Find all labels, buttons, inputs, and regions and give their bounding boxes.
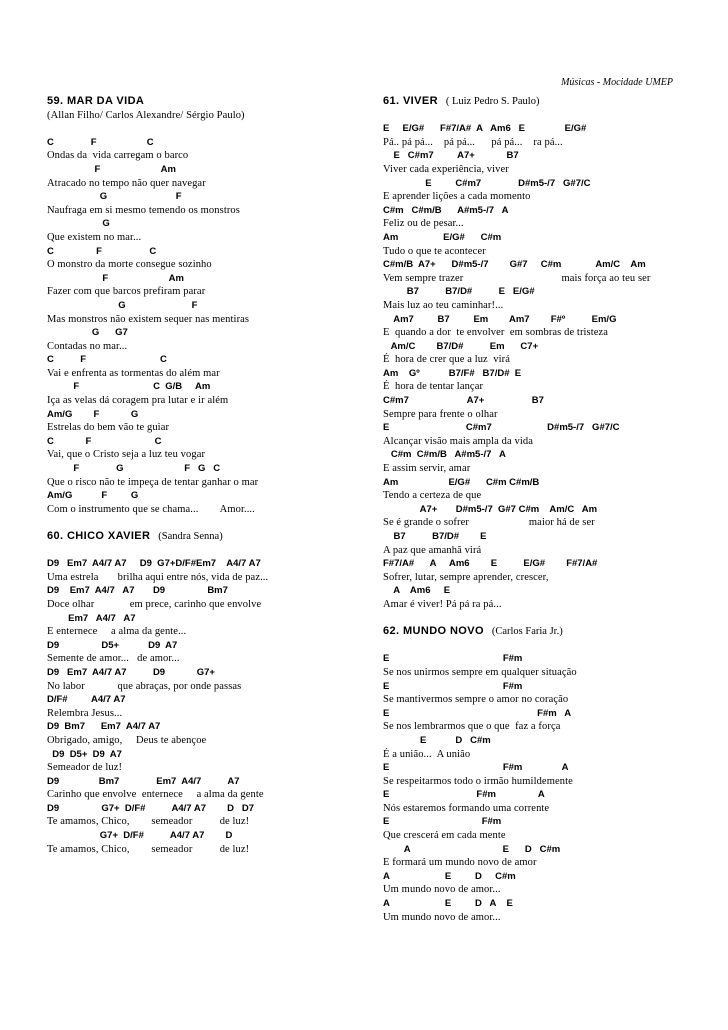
song-title: [47, 95, 367, 109]
song-title-text: 59. MAR DA VIDA: [47, 95, 145, 107]
chord-line: Em7 A4/7 A7: [47, 612, 136, 624]
lyric-line: Nós estaremos formando uma corrente: [383, 802, 550, 814]
chord-line: E F#m A: [383, 762, 569, 774]
lyric-line: Naufraga em si mesmo temendo os monstros: [47, 204, 240, 216]
lyric-line: Alcançar visão mais ampla da vida: [383, 435, 533, 447]
song-title-text: 62. MUNDO NOVO: [383, 625, 484, 638]
chord-line: E C#m7 D#m5-/7 G#7/C: [383, 422, 620, 434]
lyric-line: Atracado no tempo não quer navegar: [47, 177, 206, 189]
lyric-line: Se mantivermos sempre o amor no coração: [383, 694, 569, 706]
lyric-line: Mas monstros não existem sequer nas mentiras: [47, 313, 250, 325]
blank-line: [383, 639, 703, 653]
chord-line: A7+ D#m5-/7 G#7 C#m Am/C Am: [383, 503, 598, 515]
song-title: [383, 95, 703, 109]
song-title-text: 60. CHICO XAVIER: [47, 530, 151, 542]
song-author: (Carlos Faria Jr.): [483, 626, 563, 638]
chord-line: Am E/G# C#m C#m/B: [383, 476, 540, 488]
lyric-line: Carinho que envolve enternece a alma da gente: [47, 789, 264, 801]
chord-line: E D C#m: [383, 734, 491, 746]
chord-line: Am7 B7 Em Am7 F#º Em/G: [383, 313, 617, 325]
chord-line: C#m C#m/B A#m5-/7 A: [383, 204, 509, 216]
chord-line: A E D C#m: [383, 843, 561, 855]
chord-line: D9 D5+ D9 A7: [47, 639, 178, 651]
lyric-line: Se nos lembrarmos que o que faz a força: [383, 721, 561, 733]
chord-line: F G F G C: [47, 463, 221, 475]
lyric-line: Se respeitarmos todo o irmão humildemente: [383, 775, 573, 787]
chord-line: D9 G7+ D/F# A4/7 A7 D D7: [47, 802, 255, 814]
chord-line: D9 D5+ D9 A7: [47, 748, 122, 760]
chord-line: G F: [47, 191, 182, 203]
song-author: (Sandra Senna): [150, 531, 223, 542]
lyric-line: Iça as velas dá coragem pra lutar e ir além: [47, 395, 229, 407]
chord-line: A E D A E: [383, 898, 513, 910]
page-header: Músicas - Mocidade UMEP: [561, 77, 673, 88]
lyric-line: Vem sempre trazer mais força ao teu ser: [383, 272, 651, 284]
chord-line: E F#m: [383, 816, 502, 828]
chord-line: C F C: [47, 245, 157, 257]
chord-line: E F#m: [383, 653, 523, 665]
lyric-line: E formará um mundo novo de amor: [383, 857, 537, 869]
lyric-line: É hora de crer que a luz virá: [383, 354, 510, 366]
blank-line: [47, 122, 367, 136]
chord-line: E F#m: [383, 680, 523, 692]
chord-line: F C G/B Am: [47, 381, 211, 393]
chord-line: E E/G# F#7/A# A Am6 E E/G#: [383, 123, 587, 135]
lyric-line: Um mundo novo de amor...: [383, 911, 501, 923]
lyric-line: Que existem no mar...: [47, 231, 142, 243]
chord-line: C#m C#m/B A#m5-/7 A: [383, 449, 506, 461]
chord-line: D9 Em7 A4/7 A7 D9 Bm7: [47, 585, 228, 597]
lyric-line: Amar é viver! Pá pá ra pá...: [383, 598, 502, 610]
lyric-line: Um mundo novo de amor...: [383, 884, 501, 896]
chord-line: D9 Bm7 Em7 A4/7 A7: [47, 775, 240, 787]
lyric-line: Te amamos, Chico, semeador de luz!: [47, 843, 250, 855]
lyric-line: Contadas no mar...: [47, 340, 128, 352]
lyric-line: Feliz ou de pesar...: [383, 218, 464, 230]
chord-line: E C#m7 A7+ B7: [383, 150, 519, 162]
song-spacer: [47, 516, 367, 530]
chord-line: E C#m7 D#m5-/7 G#7/C: [383, 177, 591, 189]
chord-line: C F C: [47, 435, 162, 447]
lyric-line: Ondas da vida carregam o barco: [47, 150, 189, 162]
chord-line: B7 B7/D# E: [383, 531, 487, 542]
lyric-line: Mais luz ao teu caminhar!...: [383, 299, 504, 311]
lyric-line: Semente de amor... de amor...: [47, 653, 180, 665]
lyric-line: Doce olhar em prece, carinho que envolve: [47, 598, 262, 610]
chord-line: Am E/G# C#m: [383, 231, 502, 243]
lyric-line: Relembra Jesus...: [47, 707, 123, 719]
blank-line: [383, 109, 703, 123]
blank-line: [47, 544, 367, 558]
lyric-line: É a união... A união: [383, 748, 471, 760]
lyric-line: A paz que amanhã virá: [383, 544, 482, 556]
lyric-line: É hora de tentar lançar: [383, 381, 484, 393]
song-spacer: [383, 612, 703, 626]
lyric-line: Pá.. pá pá... pá pá... pá pá... ra pá...: [383, 136, 563, 148]
lyric-line: Vai, que o Cristo seja a luz teu vogar: [47, 449, 206, 461]
chord-line: D9 Em7 A4/7 A7 D9 G7+D/F#Em7 A4/7 A7: [47, 558, 261, 570]
chord-line: C#m/B A7+ D#m5-/7 G#7 C#m Am/C Am: [383, 259, 646, 271]
chord-line: D/F# A4/7 A7: [47, 694, 126, 706]
chord-line: C F C: [47, 354, 167, 366]
chord-line: Am/G F G: [47, 408, 139, 420]
song-title: [47, 530, 367, 544]
right-column: [383, 95, 703, 924]
lyric-line: No labor que abraças, por onde passas: [47, 680, 242, 692]
lyric-line: Uma estrela brilha aqui entre nós, vida de paz...: [47, 571, 269, 583]
song-title-text: 61. VIVER: [383, 95, 438, 107]
chord-line: F Am: [47, 163, 176, 175]
chord-line: A Am6 E: [383, 585, 451, 597]
lyric-line: E assim servir, amar: [383, 463, 471, 475]
chord-line: Am Gº B7/F# B7/D# E: [383, 367, 522, 379]
lyric-line: Com o instrumento que se chama... Amor....: [47, 503, 255, 515]
lyric-line: (Allan Filho/ Carlos Alexandre/ Sérgio Paulo): [47, 109, 245, 121]
lyric-line: O monstro da morte consegue sozinho: [47, 259, 212, 271]
lyric-line: Se nos unirmos sempre em qualquer situação: [383, 666, 577, 678]
lyric-line: Viver cada experiência, viver: [383, 163, 509, 175]
lyric-line: E quando a dor te envolver em sombras de tristeza: [383, 327, 609, 339]
chord-line: E F#m A: [383, 707, 572, 719]
chord-line: D9 Bm7 Em7 A4/7 A7: [47, 721, 161, 733]
chord-line: D9 Em7 A4/7 A7 D9 G7+: [47, 666, 215, 678]
chord-line: C F C: [47, 136, 154, 148]
chord-line: C#m7 A7+ B7: [383, 395, 544, 407]
lyric-line: Fazer com que barcos prefiram parar: [47, 286, 206, 298]
chord-line: B7 B7/D# E E/G#: [383, 286, 535, 298]
lyric-line: Sempre para frente o olhar: [383, 408, 498, 420]
lyric-line: Que o risco não te impeça de tentar ganhar o mar: [47, 476, 259, 488]
lyric-line: Estrelas do bem vão te guiar: [47, 422, 170, 434]
lyric-line: Tudo o que te acontecer: [383, 245, 486, 257]
chord-line: F#7/A# A Am6 E E/G# F#7/A#: [383, 558, 598, 570]
lyric-line: E enternece a alma da gente...: [47, 626, 187, 638]
left-column: [47, 95, 367, 856]
song-title: [383, 625, 703, 639]
song-author: ( Luiz Pedro S. Paulo): [437, 96, 540, 107]
lyric-line: Que crescerá em cada mente: [383, 830, 506, 842]
lyric-line: Te amamos, Chico, semeador de luz!: [47, 816, 250, 828]
chord-line: F Am: [47, 272, 184, 284]
lyric-line: Se é grande o sofrer maior há de ser: [383, 517, 595, 529]
lyric-line: E aprender lições a cada momento: [383, 191, 531, 203]
chord-line: G7+ D/F# A4/7 A7 D: [47, 830, 233, 842]
chord-line: G G7: [47, 327, 128, 339]
chord-line: A E D C#m: [383, 870, 516, 882]
lyric-line: Tendo a certeza de que: [383, 490, 482, 502]
chord-line: G: [47, 218, 110, 230]
lyric-line: Semeador de luz!: [47, 762, 123, 774]
chord-line: Am/G F G: [47, 490, 139, 502]
lyric-line: Obrigado, amigo, Deus te abençoe: [47, 734, 207, 746]
lyric-line: Vai e enfrenta as tormentas do além mar: [47, 367, 220, 379]
chord-line: G F: [47, 299, 198, 311]
chord-line: E F#m A: [383, 789, 545, 801]
lyric-line: Sofrer, lutar, sempre aprender, crescer,: [383, 571, 549, 583]
chord-line: Am/C B7/D# Em C7+: [383, 340, 539, 352]
